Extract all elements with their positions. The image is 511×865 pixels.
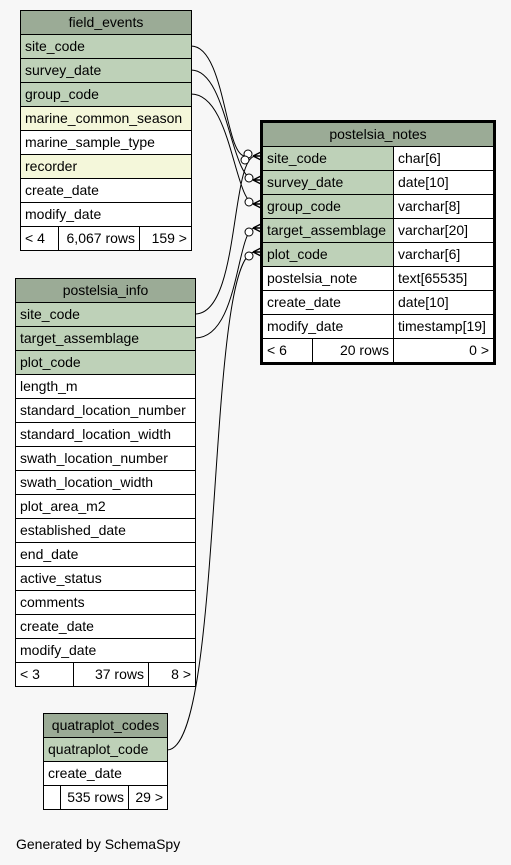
- table-footer: [44, 786, 167, 809]
- column-name: target_assemblage: [263, 219, 394, 242]
- column-row[interactable]: [16, 447, 195, 471]
- column-row[interactable]: [16, 495, 195, 519]
- column-row[interactable]: [263, 291, 493, 315]
- column-row[interactable]: [16, 303, 195, 327]
- crowfoot-marker: [245, 228, 253, 236]
- children-count[interactable]: 29 >: [135, 789, 163, 805]
- row-count: 20 rows: [313, 339, 394, 362]
- column-row[interactable]: [21, 35, 191, 59]
- column-name: end_date: [20, 546, 79, 562]
- column-row[interactable]: [44, 738, 167, 762]
- column-row[interactable]: [16, 615, 195, 639]
- column-type: date[10]: [398, 294, 449, 310]
- column-name: standard_location_number: [20, 402, 186, 418]
- column-row[interactable]: [263, 315, 493, 339]
- column-name: active_status: [20, 570, 102, 586]
- column-name: marine_sample_type: [25, 134, 155, 150]
- parents-count[interactable]: < 3: [16, 663, 74, 686]
- column-name: site_code: [263, 147, 394, 170]
- crowfoot-marker: [245, 174, 253, 182]
- column-row[interactable]: [263, 171, 493, 195]
- crowfoot-marker: [245, 198, 253, 206]
- table-footer: [263, 339, 493, 362]
- column-row[interactable]: [16, 567, 195, 591]
- column-type: date[10]: [398, 174, 449, 190]
- column-name: survey_date: [25, 62, 102, 78]
- table-field-events[interactable]: [20, 10, 192, 251]
- column-row[interactable]: [21, 83, 191, 107]
- column-row[interactable]: [21, 59, 191, 83]
- column-row[interactable]: [263, 195, 493, 219]
- column-row[interactable]: [263, 267, 493, 291]
- column-row[interactable]: [16, 423, 195, 447]
- column-name: swath_location_width: [20, 474, 154, 490]
- column-row[interactable]: [16, 543, 195, 567]
- column-name: quatraplot_code: [48, 741, 149, 757]
- column-type: varchar[8]: [398, 198, 461, 214]
- row-count: 535 rows: [61, 786, 129, 809]
- table-title[interactable]: quatraplot_codes: [44, 714, 167, 738]
- column-row[interactable]: [21, 155, 191, 179]
- column-row[interactable]: [16, 639, 195, 663]
- table-quatraplot-codes[interactable]: [43, 713, 168, 810]
- column-name: survey_date: [263, 171, 394, 194]
- column-type: varchar[6]: [398, 246, 461, 262]
- column-name: site_code: [25, 38, 85, 54]
- column-name: group_code: [263, 195, 394, 218]
- column-name: create_date: [20, 618, 94, 634]
- table-title[interactable]: postelsia_info: [16, 279, 195, 303]
- column-name: target_assemblage: [20, 330, 140, 346]
- column-name: modify_date: [25, 206, 102, 222]
- table-title[interactable]: postelsia_notes: [263, 123, 493, 147]
- column-name: modify_date: [20, 642, 97, 658]
- table-postelsia-info[interactable]: [15, 278, 196, 687]
- column-row[interactable]: [44, 762, 167, 786]
- column-name: established_date: [20, 522, 126, 538]
- column-row[interactable]: [16, 351, 195, 375]
- column-name: group_code: [25, 86, 99, 102]
- table-postelsia-notes[interactable]: [260, 120, 496, 365]
- column-type: text[65535]: [398, 270, 468, 286]
- column-name: modify_date: [263, 315, 394, 338]
- column-name: plot_code: [263, 243, 394, 266]
- table-footer: [16, 663, 195, 686]
- column-type: varchar[20]: [398, 222, 469, 238]
- column-name: create_date: [263, 291, 394, 314]
- parents-count: [44, 786, 61, 809]
- column-row[interactable]: [16, 591, 195, 615]
- crowfoot-marker: [241, 156, 249, 164]
- row-count: 6,067 rows: [59, 227, 140, 250]
- column-row[interactable]: [16, 375, 195, 399]
- parents-count[interactable]: < 4: [21, 227, 59, 250]
- table-title[interactable]: field_events: [21, 11, 191, 35]
- column-row[interactable]: [16, 399, 195, 423]
- link-site-code: [191, 46, 245, 156]
- column-name: site_code: [20, 306, 80, 322]
- children-count[interactable]: 8 >: [171, 666, 191, 682]
- crowfoot-marker: [245, 252, 253, 260]
- column-name: swath_location_number: [20, 450, 168, 466]
- column-name: marine_common_season: [25, 110, 183, 126]
- column-name: plot_area_m2: [20, 498, 106, 514]
- column-row[interactable]: [263, 147, 493, 171]
- column-row[interactable]: [263, 219, 493, 243]
- column-name: plot_code: [20, 354, 81, 370]
- column-row[interactable]: [21, 179, 191, 203]
- column-name: standard_location_width: [20, 426, 171, 442]
- column-name: create_date: [48, 765, 122, 781]
- children-count[interactable]: 159 >: [151, 230, 187, 246]
- column-name: postelsia_note: [263, 267, 394, 290]
- children-count[interactable]: 0 >: [469, 342, 489, 358]
- row-count: 37 rows: [74, 663, 149, 686]
- column-name: recorder: [25, 158, 78, 174]
- column-row[interactable]: [21, 131, 191, 155]
- column-row[interactable]: [263, 243, 493, 267]
- column-type: timestamp[19]: [398, 318, 486, 334]
- link-target-assemblage: [195, 228, 255, 338]
- column-row[interactable]: [21, 107, 191, 131]
- column-name: comments: [20, 594, 85, 610]
- column-name: length_m: [20, 378, 78, 394]
- column-type: char[6]: [398, 150, 441, 166]
- column-row[interactable]: [16, 327, 195, 351]
- table-footer: [21, 227, 191, 250]
- column-row[interactable]: [16, 471, 195, 495]
- column-row[interactable]: [16, 519, 195, 543]
- parents-count[interactable]: < 6: [263, 339, 313, 362]
- column-name: create_date: [25, 182, 99, 198]
- generated-by-label: Generated by SchemaSpy: [16, 836, 181, 852]
- column-row[interactable]: [21, 203, 191, 227]
